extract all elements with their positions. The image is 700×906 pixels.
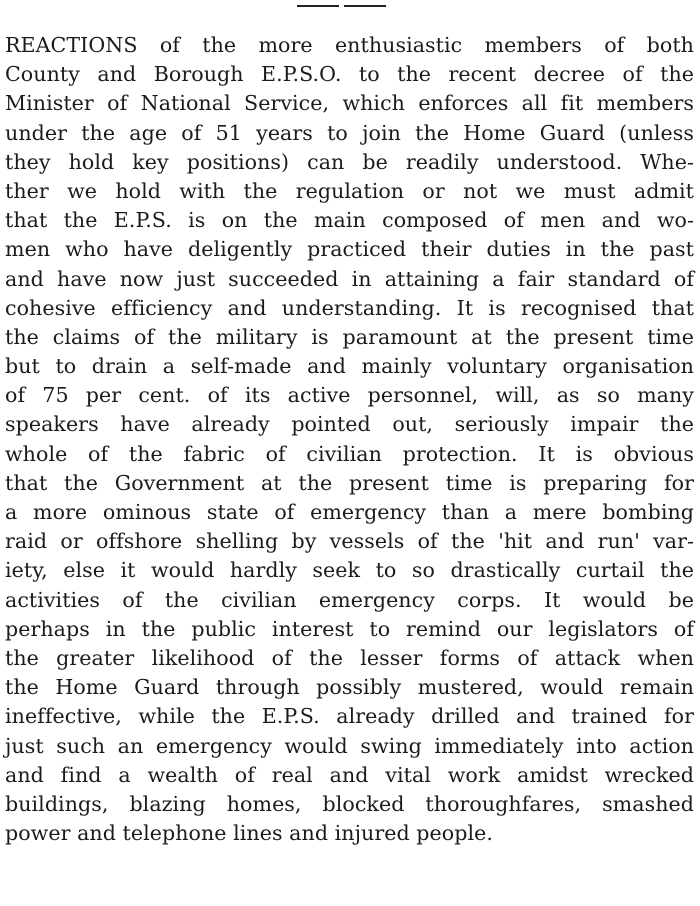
- article-line: County and Borough E.P.S.O. to the recent decree of the: [5, 62, 694, 87]
- article-line: and find a wealth of real and vital work amidst wrecked: [5, 762, 694, 787]
- article-line: the Home Guard through possibly mustered, would remain: [5, 675, 694, 700]
- article-line: under the age of 51 years to join the Home Guard (unless: [5, 120, 694, 145]
- article-line: whole of the fabric of civilian protection. It is obvious: [5, 441, 694, 466]
- article-line: of 75 per cent. of its active personnel, will, as so many: [5, 383, 694, 408]
- article-line: just such an emergency would swing immediately into action: [5, 733, 694, 758]
- article-line: that the Government at the present time is preparing for: [5, 470, 694, 495]
- article-line: they hold key positions) can be readily understood. Whe-: [5, 149, 694, 174]
- article-line: iety, else it would hardly seek to so drastically curtail the: [5, 558, 694, 583]
- article-line: power and telephone lines and injured people.: [5, 821, 493, 846]
- article-line: and have now just succeeded in attaining a fair standard of: [5, 266, 694, 291]
- article-line: men who have deligently practiced their duties in the past: [5, 237, 694, 262]
- article-line: ther we hold with the regulation or not we must admit: [5, 178, 694, 203]
- article-line: Minister of National Service, which enforces all fit members: [5, 91, 694, 116]
- article-line: ineffective, while the E.P.S. already drilled and trained for: [5, 704, 694, 729]
- article-body: [5, 31, 694, 848]
- article-line: a more ominous state of emergency than a mere bombing: [5, 500, 694, 524]
- article-line: speakers have already pointed out, seriously impair the: [5, 412, 694, 437]
- article-line: buildings, blazing homes, blocked thoroughfares, smashed: [5, 791, 694, 816]
- article-line: the greater likelihood of the lesser forms of attack when: [5, 645, 694, 670]
- article-line: cohesive efficiency and understanding. It is recognised that: [5, 295, 694, 320]
- article-line: raid or offshore shelling by vessels of the 'hit and run' var-: [5, 529, 694, 554]
- article-line: that the E.P.S. is on the main composed of men and wo-: [5, 208, 694, 233]
- article-line: perhaps in the public interest to remind our legislators of: [5, 616, 694, 641]
- article-line: activities of the civilian emergency corps. It would be: [5, 587, 694, 612]
- article-line: the claims of the military is paramount at the present time: [5, 324, 694, 349]
- top-divider-right: [344, 5, 386, 7]
- top-divider-left: [297, 5, 339, 7]
- article-line: REACTIONS of the more enthusiastic members of both: [5, 33, 694, 57]
- article-line: but to drain a self-made and mainly voluntary organisation: [5, 354, 694, 379]
